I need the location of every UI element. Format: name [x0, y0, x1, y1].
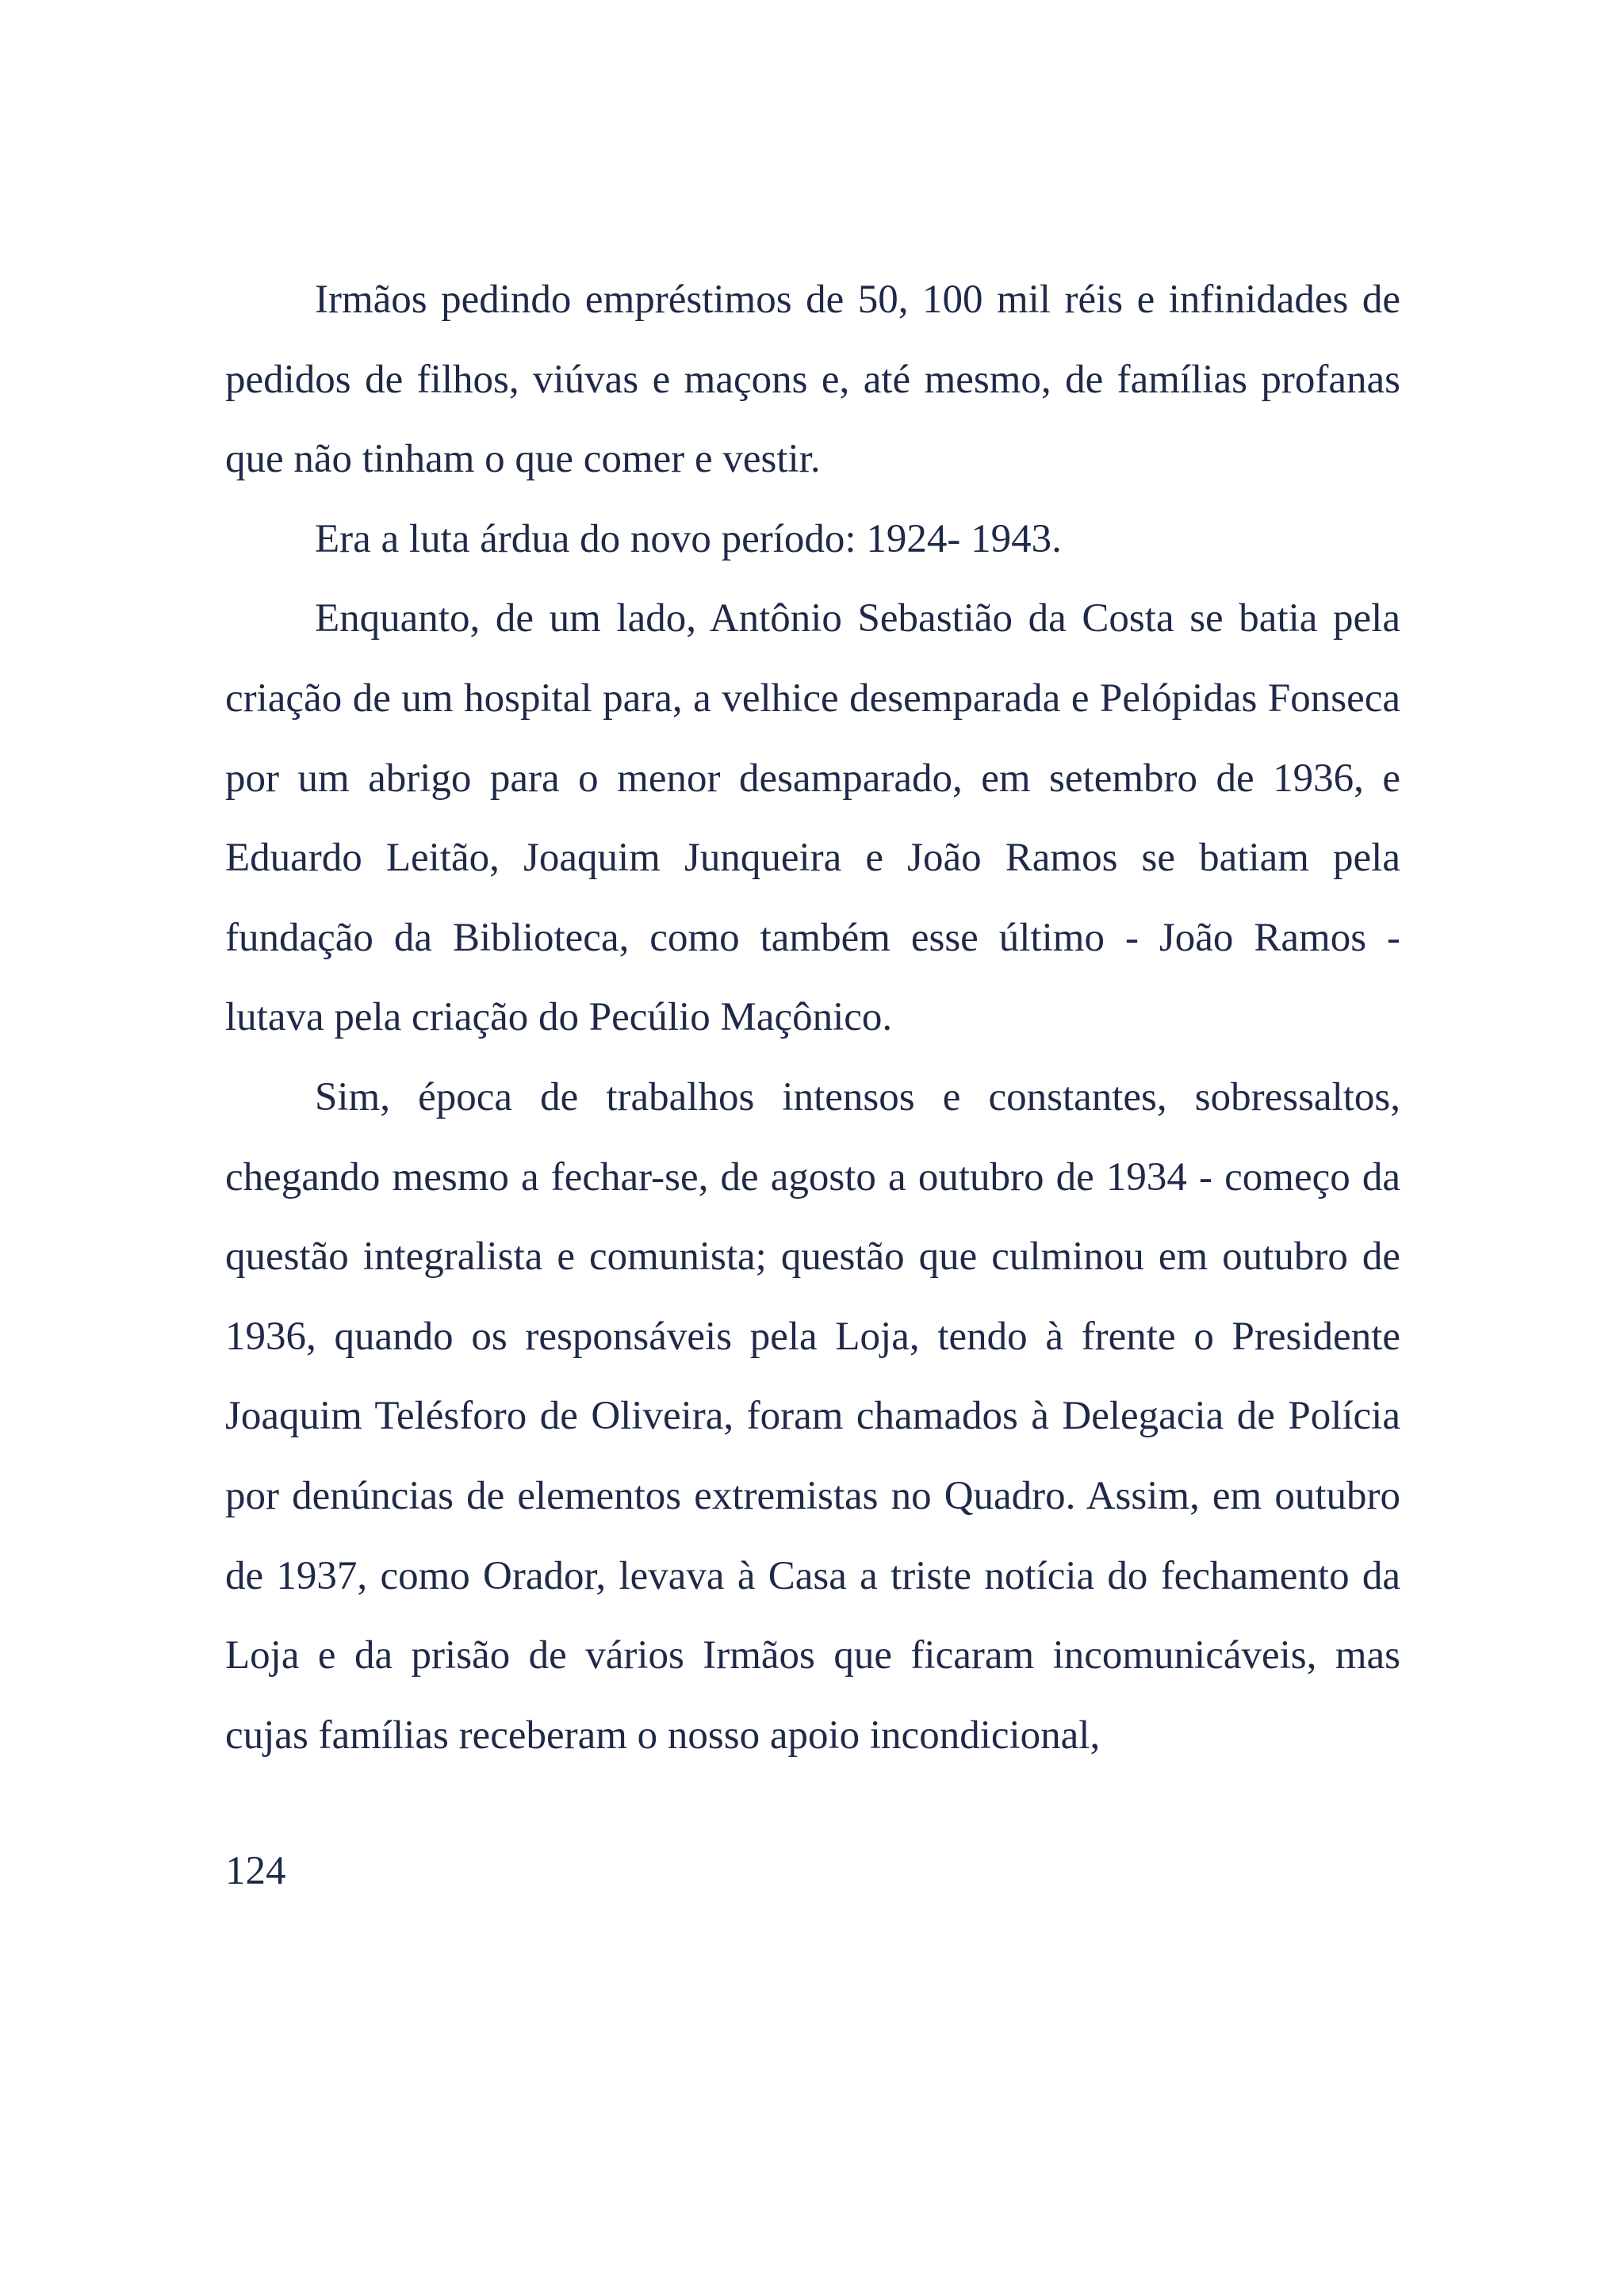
- paragraph-1: Irmãos pedindo empréstimos de 50, 100 mil réis e infinidades de pedidos de filhos, viúvas e maçons e, até mesmo, de famílias profanas que não tinham o que comer e vestir.: [225, 277, 1400, 482]
- paragraph-2: Era a luta árdua do novo período: 1924- 1943.: [315, 516, 1062, 561]
- page-number: 124: [225, 1849, 286, 1893]
- paragraph-3: Enquanto, de um lado, Antônio Sebastião da Costa se batia pela criação de um hospital para, a velhice desemparada e Pelópidas Fonseca por um abrigo para o menor desamparado, em setembro de 1936, e Eduardo Leitão, Joaquim Junqueira e João Ramos se batiam pela fundação da Biblioteca, como também esse último - João Ramos - lutava pela criação do Pecúlio Maçônico.: [225, 596, 1400, 1040]
- paragraph-4: Sim, época de trabalhos intensos e constantes, sobressaltos, chegando mesmo a fechar-se, de agosto a outubro de 1934 - começo da questão integralista e comunista; questão que culminou em outubro de 1936, quando os responsáveis pela Loja, tendo à frente o Presidente Joaquim Telésforo de Oliveira, foram chamados à Delegacia de Polícia por denúncias de elementos extremistas no Quadro. Assim, em outubro de 1937, como Orador, levava à Casa a triste notícia do fechamento da Loja e da prisão de vários Irmãos que ficaram incomunicáveis, mas cujas famílias receberam o nosso apoio incondicional,: [225, 1074, 1400, 1758]
- body-text: [225, 260, 1400, 1775]
